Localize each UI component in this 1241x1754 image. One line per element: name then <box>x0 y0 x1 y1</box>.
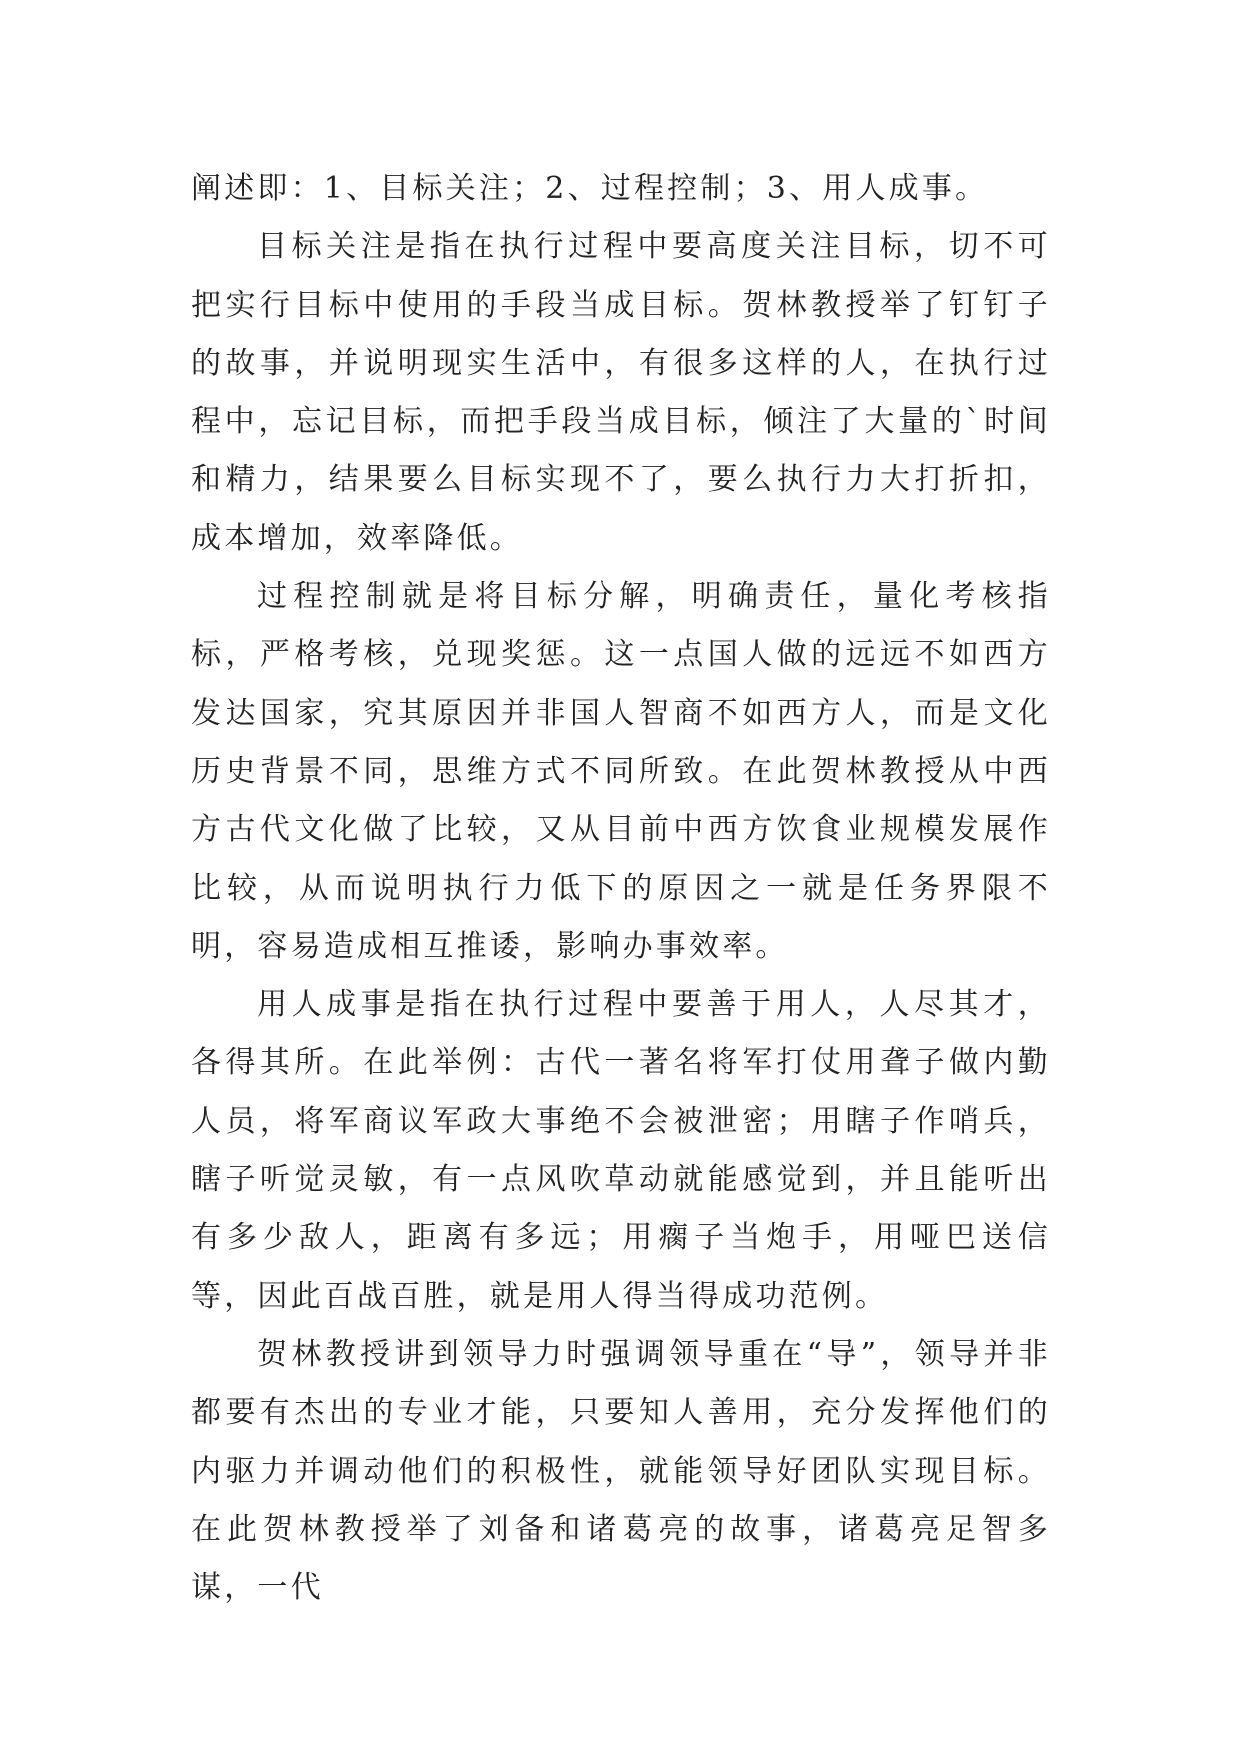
paragraph-continuation: 阐述即：1、目标关注；2、过程控制；3、用人成事。 <box>191 171 989 206</box>
paragraph-people-management: 用人成事是指在执行过程中要善于用人，人尽其才，各得其所。在此举例：古代一著名将军打仗用聋子做内勤人员，将军商议军政大事绝不会被泄密；用瞎子作哨兵，瞎子听觉灵敏，有一点风吹草动就能感觉到，并且能听出有多少敌人，距离有多远；用瘸子当炮手，用哑巴送信等，因此百战百胜，就是用人得当得成功范例。 <box>191 987 1051 1314</box>
paragraph-leadership: 贺林教授讲到领导力时强调领导重在“导”，领导并非都要有杰出的专业才能，只要知人善用，充分发挥他们的内驱力并调动他们的积极性，就能领导好团队实现目标。在此贺林教授举了刘备和诸葛亮的故事，诸葛亮足智多谋，一代 <box>191 1336 1051 1606</box>
paragraph-process-control: 过程控制就是将目标分解，明确责任，量化考核指标，严格考核，兑现奖惩。这一点国人做的远远不如西方发达国家，究其原因并非国人智商不如西方人，而是文化历史背景不同，思维方式不同所致。在此贺林教授从中西方古代文化做了比较，又从目前中西方饮食业规模发展作比较，从而说明执行力低下的原因之一就是任务界限不明，容易造成相互推诿，影响办事效率。 <box>191 579 1051 964</box>
paragraph-goal-focus: 目标关注是指在执行过程中要高度关注目标，切不可把实行目标中使用的手段当成目标。贺林教授举了钉钉子的故事，并说明现实生活中，有很多这样的人，在执行过程中，忘记目标，而把手段当成目标，倾注了大量的`时间和精力，结果要么目标实现不了，要么执行力大打折扣，成本增加，效率降低。 <box>191 229 1051 556</box>
document-body <box>191 160 1051 1617</box>
